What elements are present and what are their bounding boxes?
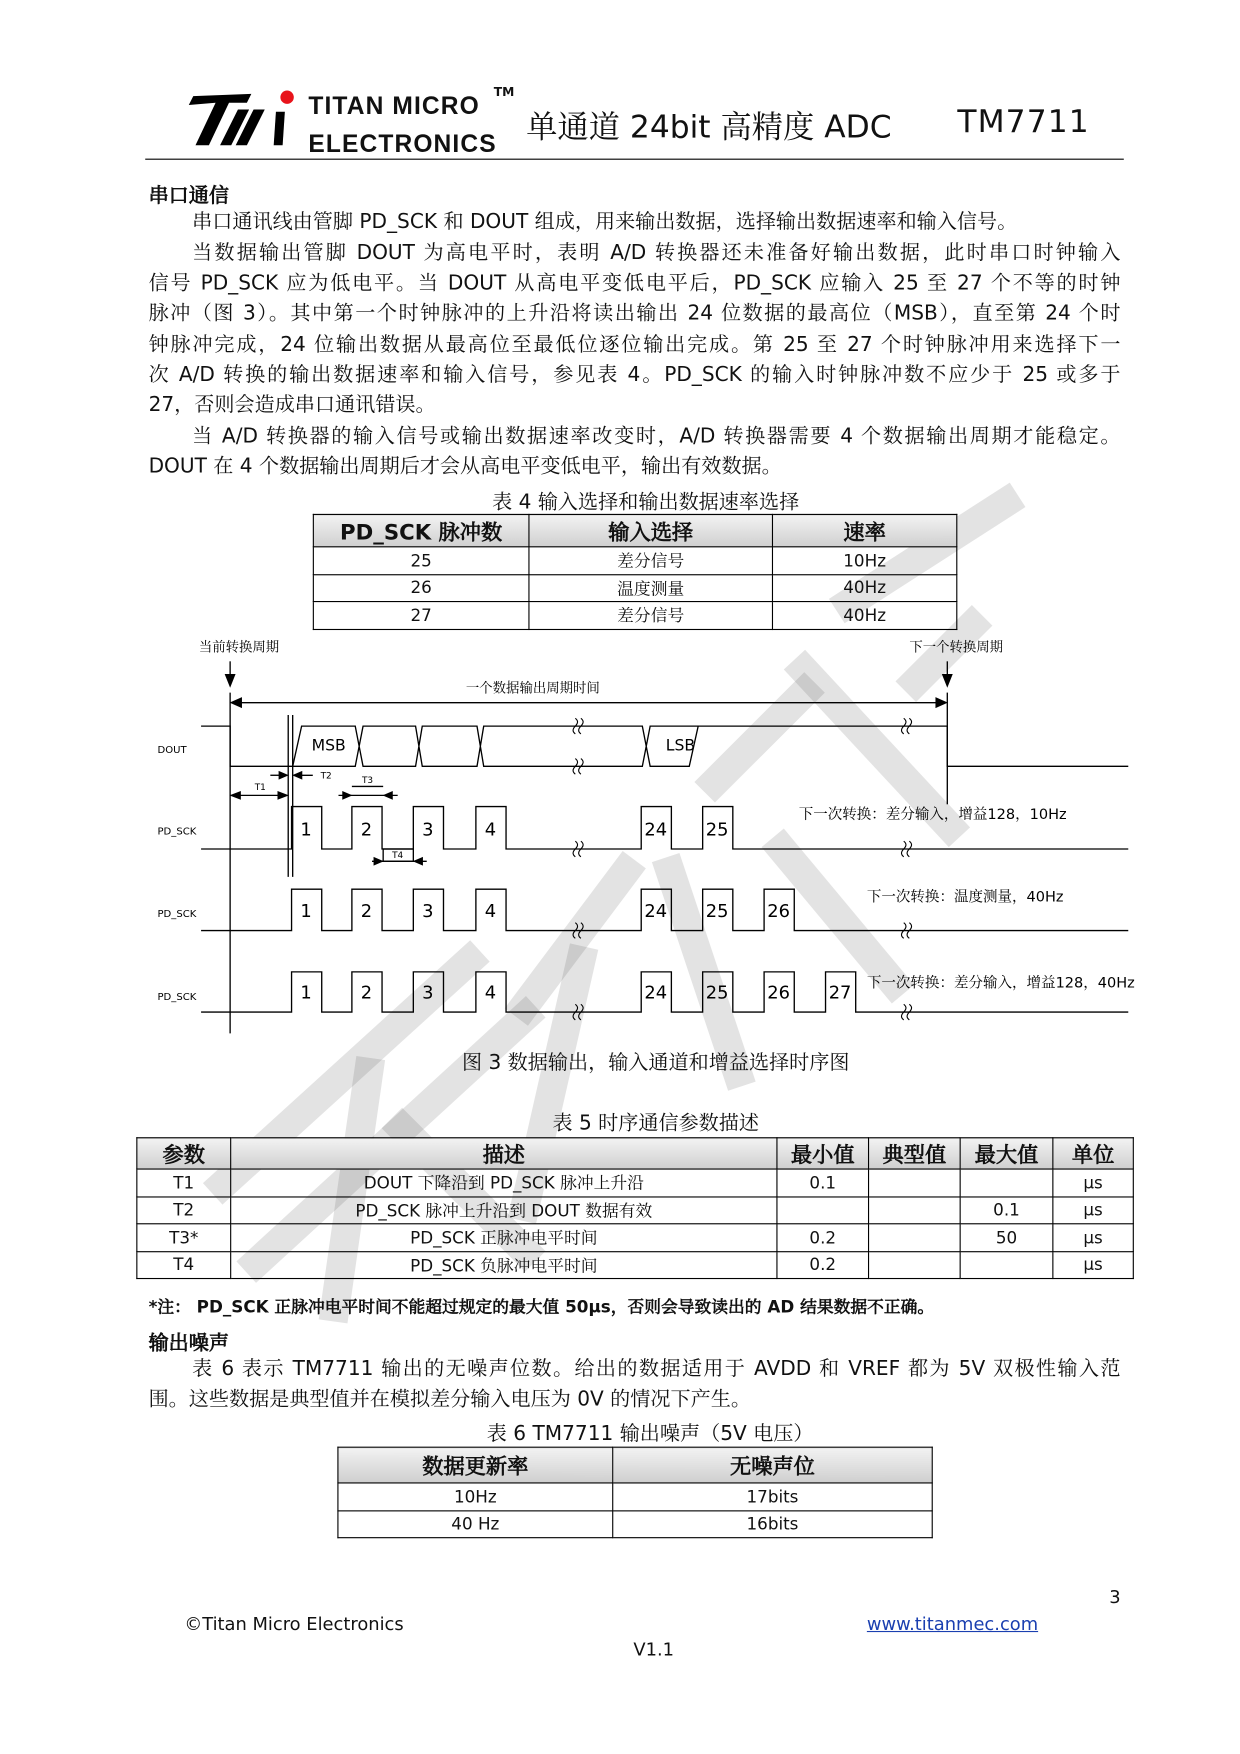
column-header: PD_SCK 脉冲数 xyxy=(313,514,529,546)
paragraph-line: 串口通讯线由管脚 PD_SCK 和 DOUT 组成，用来输出数据，选择输出数据速率和输入信号。 xyxy=(192,210,1018,234)
clock-pulse-label: 2 xyxy=(360,982,373,1004)
table6-output-noise xyxy=(337,1447,932,1539)
paragraph-line: 次 A/D 转换的输出数据速率和输入信号，参见表 4。PD_SCK 的输入时钟脉冲数不应少于 25 或多于 xyxy=(148,363,1121,387)
clock-pulse-label: 4 xyxy=(484,819,497,841)
table5-timing-parameters xyxy=(136,1137,1134,1279)
clock-pulse-label: 4 xyxy=(484,901,497,923)
clock-pulse-label: 25 xyxy=(705,901,729,923)
table-cell: 26 xyxy=(313,574,529,601)
clock-pulse-label: 1 xyxy=(300,982,312,1004)
table-header-row xyxy=(137,1138,1133,1169)
table-cell: μs xyxy=(1053,1196,1133,1223)
table-cell: 25 xyxy=(313,547,529,574)
table-cell: 差分信号 xyxy=(529,602,773,629)
sck-signal-label: PD_SCK xyxy=(157,909,197,921)
table5-caption: 表 5 时序通信参数描述 xyxy=(552,1111,760,1135)
clock-pulse-label: 24 xyxy=(644,901,668,923)
clock-pulse-label: 25 xyxy=(705,819,729,841)
lsb-label: LSB xyxy=(665,735,696,755)
paragraph-line: 当数据输出管脚 DOUT 为高电平时，表明 A/D 转换器还未准备好输出数据，此时串口时钟输入 xyxy=(192,241,1121,265)
table-cell xyxy=(869,1169,961,1196)
current-cycle-label: 当前转换周期 xyxy=(198,640,280,656)
table-cell: PD_SCK 负脉冲电平时间 xyxy=(231,1251,777,1278)
copyright: ©Titan Micro Electronics xyxy=(184,1613,404,1635)
table-row xyxy=(137,1224,1133,1251)
clock-pulse-label: 25 xyxy=(705,982,729,1004)
table-cell: 40Hz xyxy=(772,602,956,629)
table-cell: 0.2 xyxy=(777,1224,869,1251)
sck-signal-label: PD_SCK xyxy=(157,826,197,838)
clock-pulse-label: 3 xyxy=(422,901,434,923)
paragraph-line: 表 6 表示 TM7711 输出的无噪声位数。给出的数据适用于 AVDD 和 VREF 都为 5V 双极性输入范 xyxy=(192,1357,1121,1381)
column-header: 输入选择 xyxy=(529,514,773,546)
table-cell: 10Hz xyxy=(772,547,956,574)
table-cell: T3* xyxy=(137,1224,231,1251)
paragraph-line: 信号 PD_SCK 应为低电平。当 DOUT 从高电平变低电平后，PD_SCK 应输入 25 至 27 个不等的时钟 xyxy=(148,271,1121,295)
column-header: 数据更新率 xyxy=(338,1447,613,1483)
column-header: 最小值 xyxy=(777,1138,869,1169)
table-cell: 0.1 xyxy=(960,1196,1053,1223)
table-cell xyxy=(777,1196,869,1223)
column-header: 典型值 xyxy=(869,1138,961,1169)
table6-caption: 表 6 TM7711 输出噪声（5V 电压） xyxy=(486,1422,814,1446)
table-cell: 10Hz xyxy=(338,1483,613,1510)
company-name-line1: TITAN MICRO xyxy=(308,91,480,120)
clock-pulse-label: 3 xyxy=(422,819,434,841)
table-cell xyxy=(869,1196,961,1223)
row1-note: 下一次转换：差分输入，增益128，10Hz xyxy=(798,806,1067,823)
period-label: 一个数据输出周期时间 xyxy=(465,681,600,697)
table-cell: 16bits xyxy=(613,1510,932,1537)
table-cell: 40 Hz xyxy=(338,1510,613,1537)
paragraph-line: DOUT 在 4 个数据输出周期后才会从高电平变低电平，输出有效数据。 xyxy=(148,454,782,479)
table-cell: 差分信号 xyxy=(529,547,773,574)
table-row xyxy=(338,1510,932,1537)
column-header: 最大值 xyxy=(960,1138,1053,1169)
t4-label: T4 xyxy=(392,850,404,861)
table-cell: 温度测量 xyxy=(529,574,773,601)
table-cell: 50 xyxy=(960,1224,1053,1251)
paragraph-line: 当 A/D 转换器的输入信号或输出数据速率改变时，A/D 转换器需要 4 个数据输出周期才能稳定。 xyxy=(192,424,1121,448)
paragraph-line: 27，否则会造成串口通讯错误。 xyxy=(148,393,436,417)
table-cell: μs xyxy=(1053,1224,1133,1251)
version: V1.1 xyxy=(633,1638,675,1661)
footnote: *注： PD_SCK 正脉冲电平时间不能超过规定的最大值 50μs，否则会导致读出的 AD 结果数据不正确。 xyxy=(148,1296,935,1318)
paragraph-line: 脉冲（图 3）。其中第一个时钟脉冲的上升沿将读出输出 24 位数据的最高位（MSB），直至第 24 个时 xyxy=(148,301,1121,326)
clock-pulse-label: 24 xyxy=(644,819,668,841)
section-heading-noise: 输出噪声 xyxy=(148,1331,230,1356)
table-cell: μs xyxy=(1053,1251,1133,1278)
clock-pulse-label: 1 xyxy=(300,901,312,923)
arrow-head xyxy=(943,675,952,686)
document-title: 单通道 24bit 高精度 ADC xyxy=(526,108,892,146)
table-cell: 17bits xyxy=(613,1483,932,1510)
table-cell: T2 xyxy=(137,1196,231,1223)
table-cell xyxy=(960,1169,1053,1196)
table-row xyxy=(338,1483,932,1510)
dout-signal-label: DOUT xyxy=(157,744,187,756)
table-row xyxy=(137,1251,1133,1278)
clock-pulse-label: 24 xyxy=(644,982,668,1004)
row3-note: 下一次转换：差分输入，增益128，40Hz xyxy=(866,975,1135,992)
table-row xyxy=(137,1169,1133,1196)
table-header-row xyxy=(338,1447,932,1483)
arrow-head xyxy=(226,675,235,686)
company-name-line2: ELECTRONICS xyxy=(308,129,497,158)
table-cell: 0.2 xyxy=(777,1251,869,1278)
sck-signal-label: PD_SCK xyxy=(157,991,197,1003)
section-heading-serial: 串口通信 xyxy=(148,184,230,208)
msb-label: MSB xyxy=(311,735,346,755)
row2-note: 下一次转换：温度测量，40Hz xyxy=(866,889,1064,906)
next-cycle-label: 下一个转换周期 xyxy=(909,640,1004,656)
clock-pulse-label: 2 xyxy=(360,901,373,923)
table-cell: 0.1 xyxy=(777,1169,869,1196)
column-header: 速率 xyxy=(772,514,956,546)
column-header: 描述 xyxy=(231,1138,777,1169)
website-link[interactable]: www.titanmec.com xyxy=(866,1613,1039,1635)
table4-caption: 表 4 输入选择和输出数据速率选择 xyxy=(492,490,800,514)
clock-pulse-label: 3 xyxy=(422,982,434,1004)
clock-pulse-label: 26 xyxy=(767,982,790,1004)
table-row xyxy=(137,1196,1133,1223)
table-cell: DOUT 下降沿到 PD_SCK 脉冲上升沿 xyxy=(231,1169,777,1196)
table-cell: 27 xyxy=(313,602,529,629)
part-number: TM7711 xyxy=(957,102,1090,140)
clock-pulse-label: 4 xyxy=(484,982,497,1004)
table-cell: T4 xyxy=(137,1251,231,1278)
clock-pulse-label: 27 xyxy=(828,982,852,1004)
figure3-caption: 图 3 数据输出，输入通道和增益选择时序图 xyxy=(461,1051,850,1075)
column-header: 单位 xyxy=(1053,1138,1133,1169)
clock-pulse-label: 1 xyxy=(300,819,312,841)
table-cell: T1 xyxy=(137,1169,231,1196)
clock-pulse-label: 26 xyxy=(767,901,790,923)
paragraph-line: 钟脉冲完成，24 位输出数据从最高位至最低位逐位输出完成。第 25 至 27 个时钟脉冲用来选择下一 xyxy=(148,332,1121,357)
t3-label: T3 xyxy=(361,776,374,787)
table-cell xyxy=(869,1251,961,1278)
column-header: 参数 xyxy=(137,1138,231,1169)
t1-label: T1 xyxy=(254,782,266,793)
trademark: TM xyxy=(493,84,515,100)
t2-label: T2 xyxy=(320,771,332,782)
table-cell: PD_SCK 正脉冲电平时间 xyxy=(231,1224,777,1251)
table-cell xyxy=(960,1251,1053,1278)
table-cell: μs xyxy=(1053,1169,1133,1196)
table-cell: PD_SCK 脉冲上升沿到 DOUT 数据有效 xyxy=(231,1196,777,1223)
page-number: 3 xyxy=(1109,1586,1121,1608)
paragraph-line: 围。这些数据是典型值并在模拟差分输入电压为 0V 的情况下产生。 xyxy=(148,1387,751,1411)
table-cell xyxy=(869,1224,961,1251)
clock-pulse-label: 2 xyxy=(360,819,373,841)
table-cell: 40Hz xyxy=(772,574,956,601)
column-header: 无噪声位 xyxy=(613,1447,932,1483)
